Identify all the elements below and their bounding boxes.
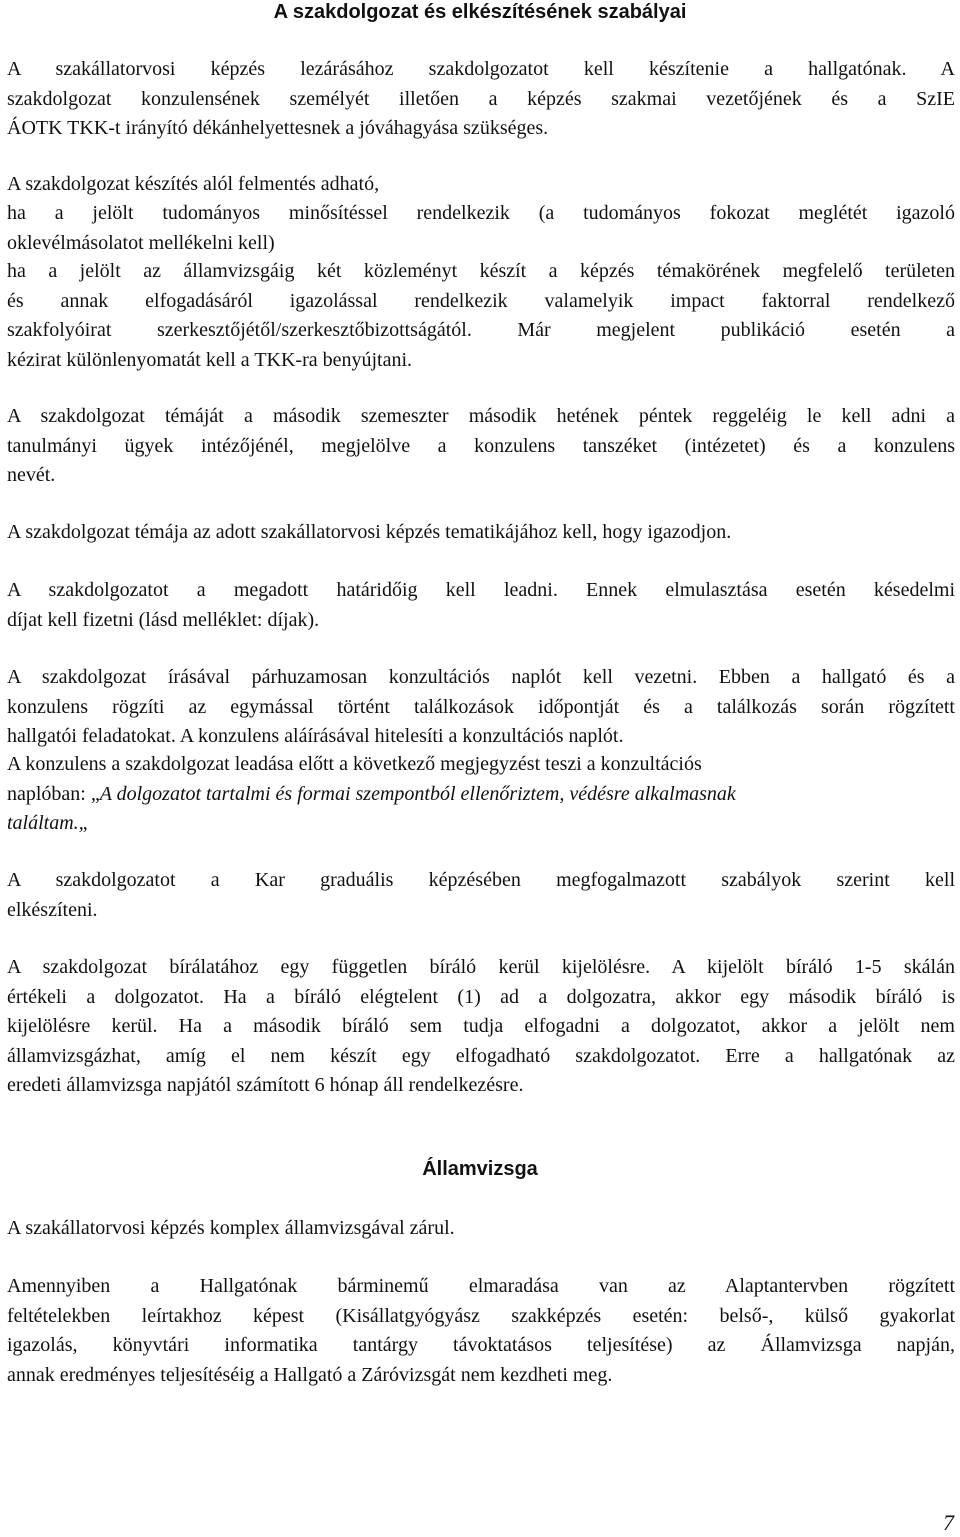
exemption-condition-2: ha a jelölt az államvizsgáig két közleményt készít a képzés témakörének megfelelő területen és annak elfogadásáról igazolással rendelkezik valamelyik impact faktorral rendelkező szakfolyóirat szerkesztőjétől/szerkesztőbizottságától. Már megjelent publikáció esetén a kézirat különlenyomatát kell a TKK-ra benyújtani. [7, 260, 955, 371]
paragraph-topic-scope: A szakdolgozat témája az adott szakállatorvosi képzés tematikájához kell, hogy igazodjon. [7, 521, 732, 543]
paragraph-consultant-note: A konzulens a szakdolgozat leadása előtt a következő megjegyzést teszi a konzultációs naplóban: „A dolgozatot tartalmi és formai szempontból ellenőriztem, védésre alkalmasnak találtam.„ [7, 753, 736, 834]
paragraph-submission: A szakdolgozatot a megadott határidőig kell leadni. Ennek elmulasztása esetén késedelmi díjat kell fizetni (lásd melléklet: díjak). [7, 579, 955, 631]
exemption-condition-1: ha a jelölt tudományos minősítéssel rendelkezik (a tudományos fokozat meglétét igazoló oklevélmásolatot mellékelni kell) [7, 202, 955, 254]
paragraph-exam-conditions: Amennyiben a Hallgatónak bárminemű elmaradása van az Alaptantervben rögzített feltételekben leírtakhoz képest (Kisállatgyógyász szakképzés esetén: belső-, külső gyakorlat igazolás, könyvtári informatika tantárgy távoktatásos teljesítése) az Államvizsga napján, annak eredményes teljesítéséig a Hallgató a Záróvizsgát nem kezdheti meg. [7, 1275, 955, 1386]
paragraph-intro: A szakállatorvosi képzés lezárásához szakdolgozatot kell készítenie a hallgatónak. A szakdolgozat konzulensének személyét illetően a képzés szakmai vezetőjének és a SzIE ÁOTK TKK-t irányító dékánhelyettesnek a jóváhagyása szükséges. [7, 58, 955, 139]
paragraph-exemption-intro: A szakdolgozat készítés alól felmentés adható, [7, 173, 380, 195]
page-title: A szakdolgozat és elkészítésének szabályai [273, 1, 687, 23]
paragraph-consultation-log: A szakdolgozat írásával párhuzamosan konzultációs naplót kell vezetni. Ebben a hallgató és a konzulens rögzíti az egymással történt találkozások időpontját és a találkozás során rögzített hallgatói feladatokat. A konzulens aláírásával hitelesíti a konzultációs naplót. [7, 666, 955, 747]
paragraph-faculty-rules: A szakdolgozatot a Kar graduális képzésében megfogalmazott szabályok szerint kell elkészíteni. [7, 869, 955, 921]
consultant-quote: A dolgozatot tartalmi és formai szempontból ellenőriztem, védésre alkalmasnak [99, 782, 736, 805]
page-number: 7 [943, 1510, 954, 1535]
paragraph-exam-intro: A szakállatorvosi képzés komplex államvizsgával zárul. [7, 1217, 455, 1239]
paragraph-topic-deadline: A szakdolgozat témáját a második szemeszter második hetének péntek reggeléig le kell adni a tanulmányi ügyek intézőjénél, megjelölve a konzulens tanszéket (intézetet) és a konzulens nevét. [7, 405, 955, 486]
section-heading-allamvizsga: Államvizsga [422, 1158, 538, 1180]
paragraph-review: A szakdolgozat bírálatához egy független bíráló kerül kijelölésre. A kijelölt bíráló 1-5 skálán értékeli a dolgozatot. Ha a bíráló elégtelent (1) ad a dolgozatra, akkor egy második bíráló is kijelölésre kerül. Ha a második bíráló sem tudja elfogadni a dolgozatot, akkor a jelölt nem államvizsgázhat, amíg el nem készít egy elfogadható szakdolgozatot. Erre a hallgatónak az eredeti államvizsga napjától számított 6 hónap áll rendelkezésre. [7, 956, 955, 1096]
